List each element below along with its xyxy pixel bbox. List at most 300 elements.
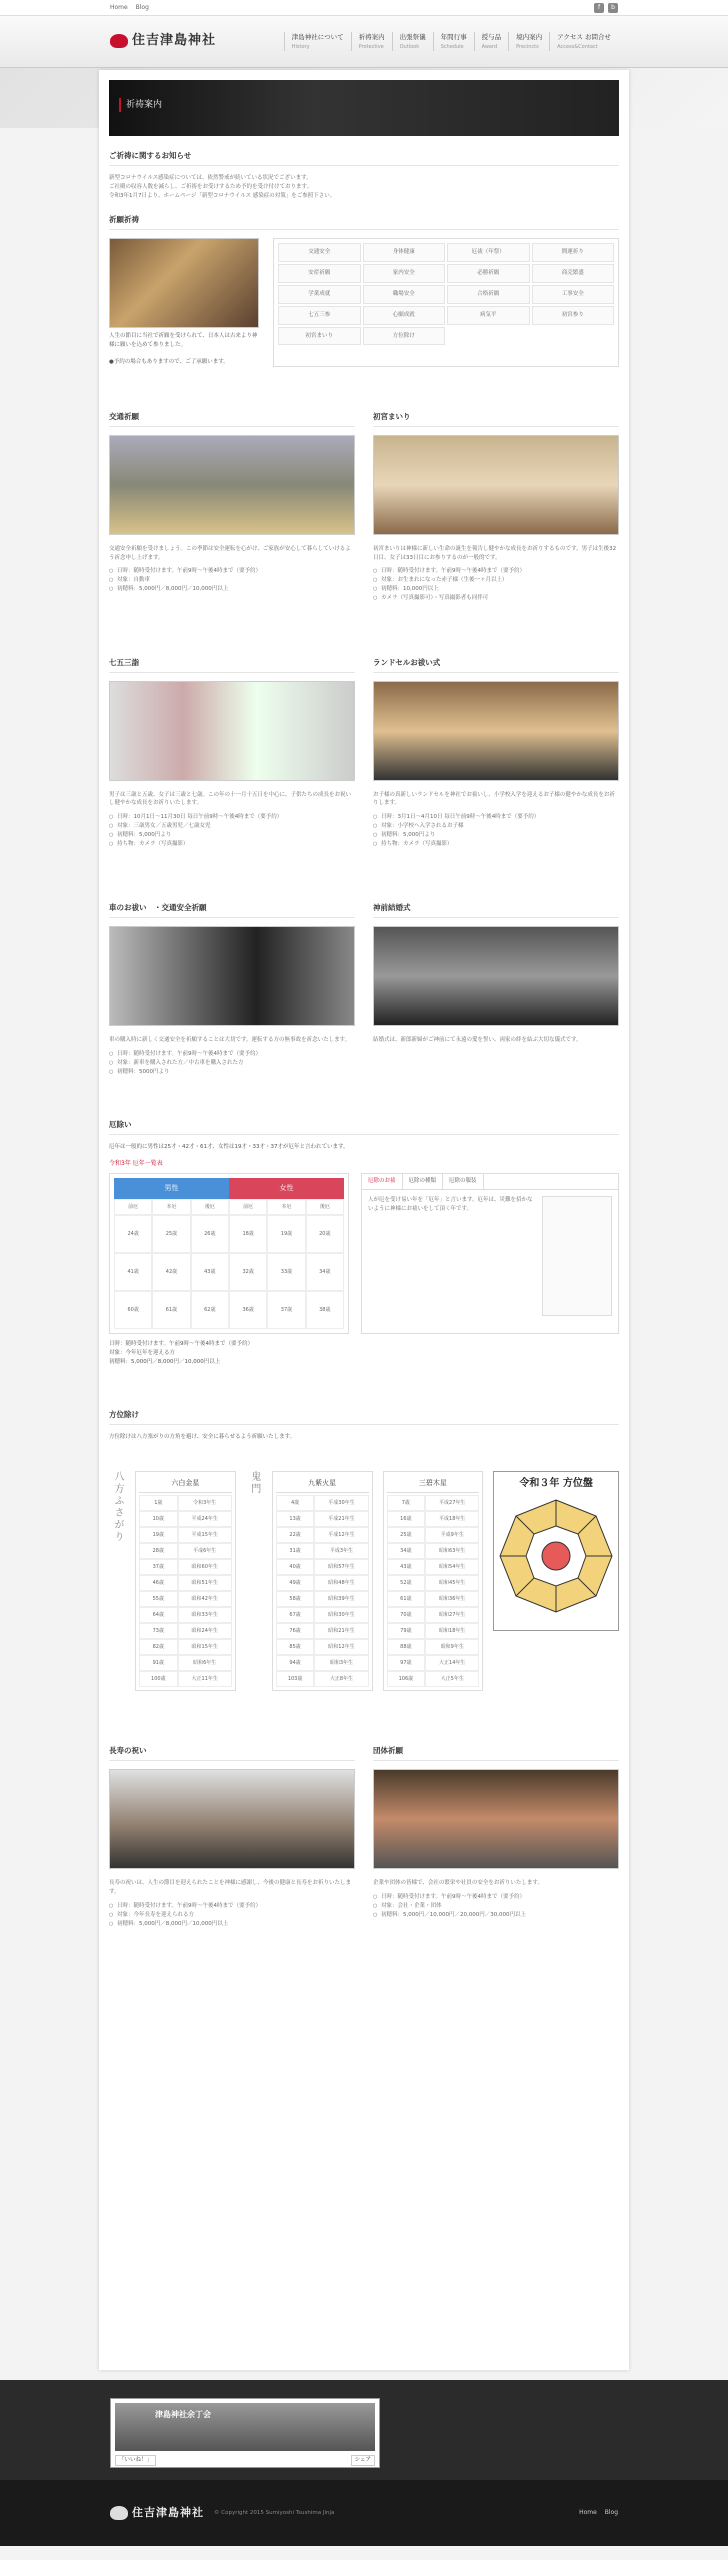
houi-row	[276, 1559, 369, 1575]
service-info-item: ○ 日時：随時受付けます。午前9時〜午後4時まで（要予約）	[109, 567, 355, 576]
houi-row	[276, 1527, 369, 1543]
nav-award[interactable]	[474, 32, 509, 50]
service-info-item: ○ 対象：三歳男女／五歳男児／七歳女児	[109, 822, 355, 831]
shrine-interior-photo	[109, 238, 259, 328]
houi-year: 平成15年生	[178, 1527, 232, 1543]
topbar-link-blog[interactable]: Blog	[135, 3, 149, 11]
houi-row	[139, 1527, 232, 1543]
service-info	[109, 813, 355, 848]
houi-row	[139, 1671, 232, 1687]
houi-row	[387, 1591, 480, 1607]
houi-row	[139, 1543, 232, 1559]
yaku-cell: 36歳	[229, 1291, 267, 1329]
houi-year: 昭和3年生	[314, 1655, 368, 1671]
yaku-cell: 19歳	[267, 1215, 305, 1253]
service-info-item: ○ 対象：自動車	[109, 576, 355, 585]
blog-icon[interactable]: b	[608, 3, 618, 13]
facebook-actions	[115, 2455, 375, 2466]
houi-row	[276, 1591, 369, 1607]
service-desc: 初宮まいりは神様に新しい生命の誕生を報告し健やかな成長をお祈りするものです。男子は生後32日目、女子は33日目にお参りするのが一般的です。	[373, 545, 617, 561]
nav-sublabel: Schedule	[440, 43, 464, 50]
houi-row	[139, 1511, 232, 1527]
service-info-item: ○ 対象：今年長寿を迎えられる方	[109, 1911, 355, 1920]
footer-link-home[interactable]: Home	[579, 2509, 597, 2517]
houi-year: 昭和27年生	[425, 1607, 479, 1623]
logo-text: 住吉津島神社	[132, 33, 217, 49]
service-info-item: ○ 初穂料：5,000円より	[109, 831, 355, 840]
notice-title: ご祈祷に関するお知らせ	[109, 148, 619, 166]
houi-year: 昭和51年生	[178, 1575, 232, 1591]
houi-table-title: 九紫火星	[276, 1475, 369, 1493]
houi-row	[139, 1639, 232, 1655]
yaku-cell: 62歳	[191, 1291, 229, 1329]
service-info-item: ○ 持ち物：カメラ（写真撮影）	[109, 840, 355, 849]
service-title: 初宮まいり	[373, 409, 619, 427]
topbar-links	[110, 3, 155, 13]
nav-schedule[interactable]	[433, 32, 474, 50]
houi-age: 19歳	[139, 1527, 178, 1543]
houi-age: 10歳	[139, 1511, 178, 1527]
notice-line: 令和3年1月7日より、ホームページ「新型コロナウイルス 感染症の対策」をご参照下さい。	[109, 192, 336, 199]
houi-row	[139, 1655, 232, 1671]
service-title: 神前結婚式	[373, 900, 619, 918]
houi-row	[387, 1575, 480, 1591]
houi-year: 令和3年生	[178, 1495, 232, 1511]
kito-item[interactable]: 身体健康	[363, 243, 446, 262]
footer-logo[interactable]	[110, 2504, 334, 2522]
tab-fukusou[interactable]: 厄除の服装	[443, 1174, 484, 1189]
facebook-icon[interactable]: f	[594, 3, 604, 13]
service-photo	[373, 926, 619, 1026]
yaku-cell: 25歳	[152, 1215, 190, 1253]
houi-year: 昭和63年生	[425, 1543, 479, 1559]
nav-sublabel: History	[291, 43, 310, 50]
illustration	[542, 1196, 612, 1316]
yaku-col: 後厄	[306, 1199, 344, 1215]
yakudoshi-tabs-panel	[361, 1173, 619, 1334]
houi-year: 平成9年生	[425, 1527, 479, 1543]
facebook-like-button[interactable]: 「いいね！」	[115, 2455, 156, 2466]
houi-age: 91歳	[139, 1655, 178, 1671]
houi-intro: 方位除けは八方塞がりの方角を避け、安全に暮らせるよう祈願いたします。	[109, 1433, 296, 1440]
yakudoshi-tabs	[362, 1174, 618, 1190]
houi-year: 平成24年生	[178, 1511, 232, 1527]
houi-row	[276, 1495, 369, 1511]
service-title: 車のお祓い ・交通安全祈願	[109, 900, 355, 918]
service-photo	[109, 1769, 355, 1869]
service-desc: 長寿の祝いは、人生の節目を迎えられたことを神様に感謝し、今後の健康と長寿をお祈りいたします。	[109, 1880, 352, 1896]
houi-year: 昭和15年生	[178, 1639, 232, 1655]
service-dantai	[373, 1731, 619, 1928]
service-info-item: ○ 日時：10月1日〜11月30日 毎日午前9時〜午後4時まで（要予約）	[109, 813, 355, 822]
houi-row	[387, 1511, 480, 1527]
houi-year: 平成12年生	[314, 1527, 368, 1543]
service-info	[109, 567, 355, 593]
service-title: ランドセルお祓い式	[373, 655, 619, 673]
houi-section	[109, 1471, 619, 1691]
kito-item[interactable]: 家内安全	[363, 264, 446, 283]
houi-year: 平成21年生	[314, 1511, 368, 1527]
service-info-item: ○ 初穂料：5,000円／8,000円／10,000円以上	[109, 585, 355, 594]
houi-row	[387, 1607, 480, 1623]
houi-age: 31歳	[276, 1543, 315, 1559]
houi-row	[139, 1575, 232, 1591]
service-title: 七五三詣	[109, 655, 355, 673]
topbar-link-home[interactable]: Home	[110, 3, 128, 11]
houi-table-title: 三碧木星	[387, 1475, 480, 1493]
houi-row	[276, 1623, 369, 1639]
yaku-cell: 18歳	[229, 1215, 267, 1253]
kito-left	[109, 238, 259, 366]
houi-age: 40歳	[276, 1559, 315, 1575]
nav-label: 出張祭儀	[399, 33, 426, 42]
service-info-item: ○ 対象：小学校へ入学されるお子様	[373, 822, 619, 831]
houi-year: 昭和39年生	[314, 1591, 368, 1607]
nav-sublabel: Precincts	[516, 43, 539, 50]
service-info-item: ○ 対象：新車を購入された方／中古車を購入された方	[109, 1059, 355, 1068]
houi-table	[383, 1471, 484, 1691]
nav-sublabel: Protective	[358, 43, 384, 50]
yaku-cell: 33歳	[267, 1253, 305, 1291]
footer	[0, 2480, 728, 2546]
houi-age: 73歳	[139, 1623, 178, 1639]
kito-item[interactable]: 開運祈り	[532, 243, 615, 262]
service-photo	[109, 681, 355, 781]
houi-row	[139, 1607, 232, 1623]
service-info-item: ○ カメラ（写真撮影可）・写真撮影者も同伴可	[373, 594, 619, 603]
facebook-widget	[110, 2398, 380, 2468]
female-header: 女性	[229, 1178, 344, 1199]
houi-age: 4歳	[276, 1495, 315, 1511]
houi-year: 昭和45年生	[425, 1575, 479, 1591]
nav-label: 境内案内	[516, 33, 543, 42]
yaku-col: 本厄	[267, 1199, 305, 1215]
houi-row	[387, 1671, 480, 1687]
houi-age: 94歳	[276, 1655, 315, 1671]
footer-link-blog[interactable]: Blog	[604, 2509, 618, 2517]
houi-age: 52歳	[387, 1575, 426, 1591]
yakudoshi-info	[109, 1340, 619, 1366]
tab-shurui[interactable]: 厄除の種類	[403, 1174, 444, 1189]
service-title: 長寿の祝い	[109, 1743, 355, 1761]
yaku-cell: 38歳	[306, 1291, 344, 1329]
houi-year: 昭和21年生	[314, 1623, 368, 1639]
service-koutsu	[109, 397, 355, 603]
nav-access[interactable]	[549, 32, 618, 50]
houi-row	[276, 1511, 369, 1527]
yaku-info-item: 対象：今年厄年を迎える方	[109, 1349, 176, 1356]
houi-year: 昭和48年生	[314, 1575, 368, 1591]
houi-row	[139, 1559, 232, 1575]
facebook-share-button[interactable]: シェア	[351, 2455, 375, 2466]
houi-vert-label: 八方ふさがり	[112, 1471, 123, 1544]
yaku-cell: 42歳	[152, 1253, 190, 1291]
houi-age: 13歳	[276, 1511, 315, 1527]
yaku-cell: 61歳	[152, 1291, 190, 1329]
houi-row	[139, 1623, 232, 1639]
houi-year: 昭和60年生	[178, 1559, 232, 1575]
kito-item[interactable]: 厄祓（年祭）	[447, 243, 530, 262]
compass-diagram	[496, 1496, 616, 1616]
yakudoshi-intro: 厄年は一般的に男性は25才・42才・61才、女性は19才・33才・37才が厄年と言われています。	[109, 1143, 349, 1150]
houi-year: 昭和33年生	[178, 1607, 232, 1623]
houi-row	[276, 1543, 369, 1559]
service-kuruma	[109, 888, 355, 1076]
houi-row	[387, 1543, 480, 1559]
services-grid	[109, 397, 619, 603]
houi-year: 平成30年生	[314, 1495, 368, 1511]
houi-year: 昭和54年生	[425, 1559, 479, 1575]
houi-year: 大正8年生	[314, 1671, 368, 1687]
compass-title: 令和３年 方位盤	[519, 1478, 593, 1490]
houi-age: 46歳	[139, 1575, 178, 1591]
houi-year: 昭和6年生	[178, 1655, 232, 1671]
kito-item[interactable]: 学業成就	[278, 285, 361, 304]
tab-oharai[interactable]: 厄除のお祓	[362, 1174, 403, 1189]
houi-age: 43歳	[387, 1559, 426, 1575]
houi-age: 88歳	[387, 1639, 426, 1655]
houi-table-title: 六白金星	[139, 1475, 232, 1493]
service-hatsumiya	[373, 397, 619, 603]
topbar	[0, 0, 728, 16]
service-info-item: ○ 対象：お生まれになった赤子様（生後一ヶ月以上）	[373, 576, 619, 585]
yaku-cell: 37歳	[267, 1291, 305, 1329]
yakudoshi-tab-body	[362, 1190, 618, 1322]
houi-year: 大正5年生	[425, 1671, 479, 1687]
yaku-col: 前厄	[114, 1199, 152, 1215]
houi-row	[276, 1575, 369, 1591]
houi-age: 100歳	[139, 1671, 178, 1687]
footer-logo-text: 住吉津島神社	[132, 2506, 204, 2520]
service-desc: 車の購入時に新しく交通安全を祈願することは大切です。運転する方の無事故を祈念いたします。	[109, 1037, 351, 1044]
kito-item[interactable]: 初宮参り	[532, 306, 615, 325]
houi-year: 大正14年生	[425, 1655, 479, 1671]
houi-age: 70歳	[387, 1607, 426, 1623]
nav-history[interactable]	[284, 32, 351, 50]
compass-board	[493, 1471, 619, 1631]
service-info	[373, 567, 619, 602]
houi-row	[387, 1639, 480, 1655]
kito-section	[109, 238, 619, 366]
houi-row	[276, 1607, 369, 1623]
kito-item[interactable]: 安産祈願	[278, 264, 361, 283]
houi-age: 97歳	[387, 1655, 426, 1671]
kito-item[interactable]: 工事安全	[532, 285, 615, 304]
service-info	[109, 1050, 355, 1076]
houi-row	[139, 1495, 232, 1511]
facebook-cover	[115, 2403, 375, 2451]
houi-vert-label: 鬼門	[248, 1471, 260, 1496]
nav-sublabel: Access&Contact	[557, 43, 598, 50]
kito-item[interactable]: 職場安全	[363, 285, 446, 304]
houi-row	[387, 1559, 480, 1575]
houi-title: 方位除け	[109, 1407, 619, 1425]
houi-age: 22歳	[276, 1527, 315, 1543]
service-info-item: ○ 対象：会社・企業・団体	[373, 1902, 619, 1911]
yakudoshi-note: 人が厄を受け易い年を「厄年」と言います。厄年は、災難を招かないように神様にお祓いをして頂く年です。	[368, 1196, 533, 1212]
houi-row	[387, 1495, 480, 1511]
houi-age: 16歳	[387, 1511, 426, 1527]
kito-title: 祈願祈祷	[109, 212, 619, 230]
service-photo	[373, 435, 619, 535]
page-title: 祈祷案内	[119, 98, 162, 112]
yaku-col: 本厄	[152, 1199, 190, 1215]
sns-icons	[594, 3, 618, 13]
nav-label: 授与品	[481, 33, 502, 42]
service-info-item: ○ 日時：随時受付けます。午前9時〜午後4時まで（要予約）	[109, 1050, 355, 1059]
yaku-info-item: 初穂料：5,000円／8,000円／10,000円以上	[109, 1358, 221, 1365]
copyright: © Copyright 2015 Sumiyoshi Tsushima Jinja	[214, 2509, 335, 2516]
service-info-item: ○ 初穂料：5,000円より	[373, 831, 619, 840]
nav-label: アクセス お問合せ	[557, 33, 611, 42]
houi-row	[387, 1527, 480, 1543]
main-content	[99, 70, 629, 2370]
houi-age: 76歳	[276, 1623, 315, 1639]
houi-age: 85歳	[276, 1639, 315, 1655]
nav-sublabel: Outlook	[399, 43, 420, 50]
houi-row	[276, 1639, 369, 1655]
yakudoshi-title: 厄除い	[109, 1117, 619, 1135]
facebook-page-name[interactable]: 津島神社余丁会	[155, 2410, 211, 2419]
notice-line: 新型コロナウイルス感染症については、依然警戒が続いている状況でございます。	[109, 175, 312, 181]
service-photo	[109, 435, 355, 535]
yaku-cell: 24歳	[114, 1215, 152, 1253]
yaku-cell: 20歳	[306, 1215, 344, 1253]
houi-age: 49歳	[276, 1575, 315, 1591]
kito-item[interactable]: 心願成就	[363, 306, 446, 325]
houi-age: 1歳	[139, 1495, 178, 1511]
kito-note: ●予約の場合もありますので、ご了承願います。	[109, 358, 229, 365]
kito-item[interactable]: 方位除け	[363, 327, 446, 346]
houi-year: 昭和57年生	[314, 1559, 368, 1575]
service-info-item: ○ 日時：随時受付けます。午前9時〜午後4時まで（要予約）	[373, 1893, 619, 1902]
houi-age: 64歳	[139, 1607, 178, 1623]
kito-item[interactable]: 七五三参	[278, 306, 361, 325]
yaku-col: 後厄	[191, 1199, 229, 1215]
houi-year: 大正11年生	[178, 1671, 232, 1687]
global-nav	[284, 32, 618, 50]
site-header	[0, 16, 728, 68]
service-info-item: ○ 初穂料：5,000円／8,000円／10,000円以上	[109, 1920, 355, 1929]
service-desc: 男子は三歳と五歳、女子は三歳と七歳。この年の十一月十五日を中心に、子供たちの成長をお祝いし健やかな成長をお祈りいたします。	[109, 791, 352, 807]
houi-year: 昭和24年生	[178, 1623, 232, 1639]
notice-line: ご社殿の収容人数を減らし、ご祈祷をお受けするため予約を受け付けております。	[109, 183, 313, 190]
notice-section	[109, 148, 619, 200]
houi-year: 昭和18年生	[425, 1623, 479, 1639]
yaku-cell: 41歳	[114, 1253, 152, 1291]
houi-year: 昭和12年生	[314, 1639, 368, 1655]
houi-table	[272, 1471, 373, 1691]
service-info	[373, 813, 619, 848]
yaku-cell: 60歳	[114, 1291, 152, 1329]
shrine-crest-icon	[110, 2506, 128, 2520]
service-info-item: ○ 持ち物：カメラ（写真撮影）	[373, 840, 619, 849]
houi-row	[276, 1655, 369, 1671]
houi-age: 103歳	[276, 1671, 315, 1687]
service-photo	[109, 926, 355, 1026]
houi-row	[387, 1623, 480, 1639]
houi-year: 平成27年生	[425, 1495, 479, 1511]
houi-age: 67歳	[276, 1607, 315, 1623]
service-choju	[109, 1731, 355, 1928]
yakudoshi-head	[114, 1178, 344, 1199]
yakudoshi-table	[109, 1173, 349, 1334]
houi-age: 58歳	[276, 1591, 315, 1607]
nav-protective[interactable]	[351, 32, 392, 50]
kito-item[interactable]: 必勝祈願	[447, 264, 530, 283]
nav-label: 年間行事	[440, 33, 467, 42]
service-title: 団体祈願	[373, 1743, 619, 1761]
service-photo	[373, 1769, 619, 1869]
kito-list	[273, 238, 619, 366]
houi-year: 平成3年生	[314, 1543, 368, 1559]
kito-item[interactable]: 病気平	[447, 306, 530, 325]
yaku-cell: 32歳	[229, 1253, 267, 1291]
service-info-item: ○ 日時：3月1日〜4月10日 毎日午前9時〜午後4時まで（要予約）	[373, 813, 619, 822]
service-info-item: ○ 初穂料：5000円より	[109, 1068, 355, 1077]
service-desc: 結婚式は、新郎新婦がご神前にて永遠の愛を誓い、両家の絆を結ぶ大切な儀式です。	[373, 1037, 582, 1044]
site-logo[interactable]	[110, 31, 216, 52]
nav-outlook[interactable]	[392, 32, 433, 50]
service-photo	[373, 681, 619, 781]
service-info	[109, 1902, 355, 1928]
houi-year: 昭和30年生	[314, 1607, 368, 1623]
yaku-cell: 34歳	[306, 1253, 344, 1291]
service-randoseru	[373, 643, 619, 849]
yaku-info-item: 日時：随時受付けます。午前9時〜午後4時まで（要予約）	[109, 1341, 254, 1348]
service-info-item: ○ 初穂料：10,000円以上	[373, 585, 619, 594]
service-info-item: ○ 初穂料：5,000円／10,000円／20,000円／30,000円以上	[373, 1911, 619, 1920]
service-desc: 交通安全祈願を受けましょう。この季節は安全運転を心がけ、ご家族が安心して暮らしていけるよう祈念申し上げます。	[109, 545, 351, 561]
nav-sublabel: Award	[481, 43, 498, 50]
services-grid	[109, 643, 619, 849]
kito-item[interactable]: 交通安全	[278, 243, 361, 262]
nav-precincts[interactable]	[508, 32, 549, 50]
houi-age: 79歳	[387, 1623, 426, 1639]
yakudoshi-grid	[114, 1199, 344, 1329]
service-title: 交通祈願	[109, 409, 355, 427]
houi-row	[139, 1591, 232, 1607]
houi-year: 昭和9年生	[425, 1639, 479, 1655]
yakudoshi-section	[109, 1173, 619, 1334]
services-grid	[109, 888, 619, 1076]
houi-age: 7歳	[387, 1495, 426, 1511]
houi-age: 25歳	[387, 1527, 426, 1543]
footer-links	[573, 2508, 618, 2518]
houi-year: 平成6年生	[178, 1543, 232, 1559]
service-desc: お子様の真新しいランドセルを神社でお祓いし、小学校入学を迎えるお子様の健やかな成長をお祈りします。	[373, 791, 615, 807]
shrine-crest-icon	[110, 34, 128, 48]
houi-age: 82歳	[139, 1639, 178, 1655]
houi-age: 106歳	[387, 1671, 426, 1687]
kito-item[interactable]: 商売繁盛	[532, 264, 615, 283]
kito-caption: 人生の節目に当社で祈願を受けられて、日本人は古来より神様に願いを込めて参りました。	[109, 333, 258, 349]
footer-top	[0, 2380, 728, 2480]
service-desc: 企業や団体の皆様で、会社の繁栄や社員の安全をお祈りいたします。	[373, 1880, 543, 1887]
kito-item[interactable]: 初宮まいり	[278, 327, 361, 346]
houi-row	[276, 1671, 369, 1687]
male-header: 男性	[114, 1178, 229, 1199]
houi-age: 37歳	[139, 1559, 178, 1575]
houi-age: 34歳	[387, 1543, 426, 1559]
houi-row	[387, 1655, 480, 1671]
yaku-cell: 26歳	[191, 1215, 229, 1253]
yakudoshi-table-title: 令和3年 厄年一覧表	[109, 1160, 163, 1168]
nav-label: 祈祷案内	[358, 33, 385, 42]
service-shichigosan	[109, 643, 355, 849]
kito-item[interactable]: 合格祈願	[447, 285, 530, 304]
yaku-col: 前厄	[229, 1199, 267, 1215]
